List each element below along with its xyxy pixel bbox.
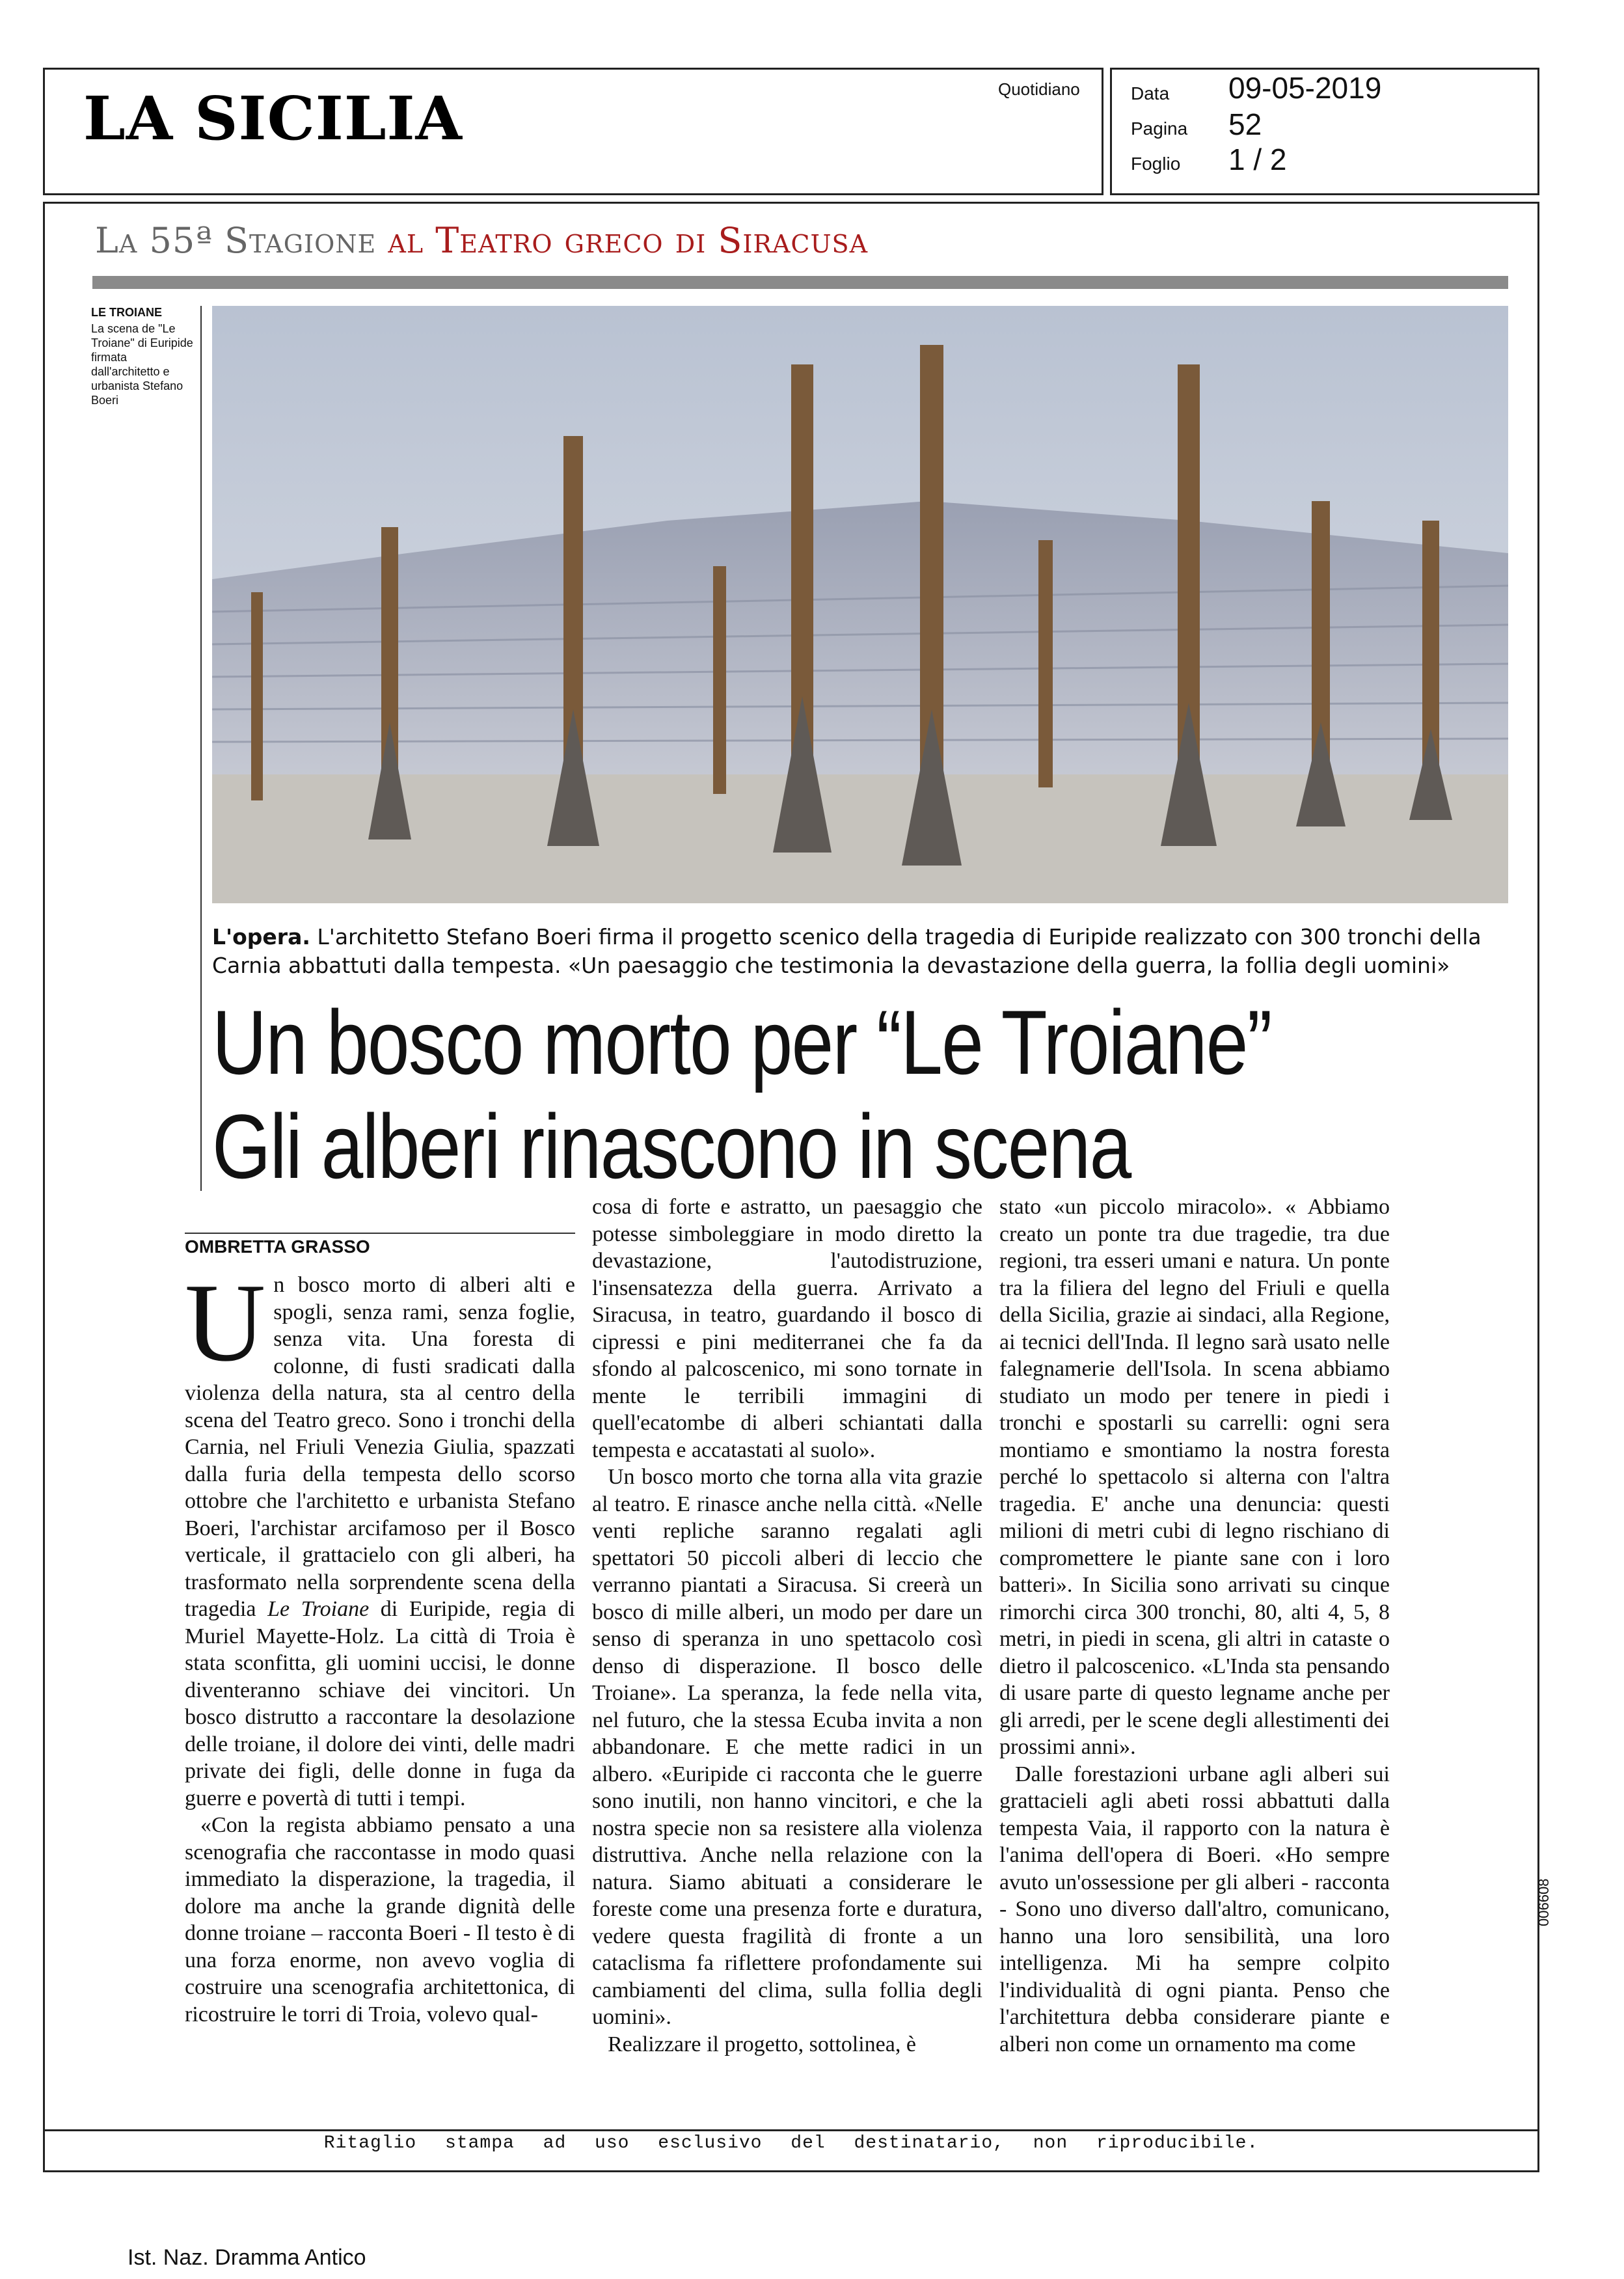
data-label: Data [1131,83,1170,103]
byline-rule [185,1233,575,1234]
side-caption-label: LE TROIANE [91,306,163,319]
article-column-1 [185,1261,575,2028]
stage-photo-illustration [212,306,1508,903]
column-2-paragraph-1: cosa di forte e astratto, un paesaggio che potesse simboleggiare in modo diretto la devastazione, l'autodistruzione, l'insensatezza della guerra. Arrivato a Siracusa, in teatro, guardando il bosco di cipressi e pini mediterranei che fa da sfondo al palcoscenico, mi sono tornate in mente le terribili immagini di quell'ecatombe di alberi schiantati dalla tempesta e accatastati al suolo». [592,1195,982,1462]
footer-rule [43,2129,1539,2131]
play-title: Le Troiane [267,1597,370,1621]
foglio-value: 1 / 2 [1228,143,1287,176]
drop-cap: U [185,1261,266,1385]
section-title-part-a: La 55ª Stagione [95,220,388,261]
column-1-paragraph-1: Un bosco morto di alberi alti e spogli, senza rami, senza foglie, senza vita. Una foresta di colonne, di fusti sradicati dalla violenza della natura, sta al centro della scena del Teatro greco. Sono i tronchi della Carnia, nel Friuli Venezia Giulia, spazzati dalla furia della tempesta dello scorso ottobre che l'architetto e urbanista Stefano Boeri, l'archistar arcifamoso per il Bosco verticale, il grattacielo con gli alberi, ha trasformato nella sorprendente scena della tragedia Le Troiane di Euripide, regia di Muriel Mayette-Holz. La città di Troia è stata sconfitta, gli uomini uccisi, le donne diventeranno schiave dei vincitori. Un bosco distrutto a raccontare la desolazione delle troiane, il dolore dei vinti, delle madri private dei figli, delle donne in fuga da guerre e povertà di tutti i tempi. [185,1261,575,1810]
side-caption-text: La scena de "Le Troiane" di Euripide firmata dall'architetto e urbanista Stefano Boeri [91,322,193,407]
article-column-2 [592,1194,982,2058]
quotidiano-label: Quotidiano [998,79,1080,99]
data-value: 09-05-2019 [1228,71,1382,105]
section-title [95,220,868,261]
photo-caption [212,923,1508,980]
source-note: Ist. Naz. Dramma Antico [128,2245,366,2270]
section-bar [92,276,1508,289]
column-3-paragraph-2: Dalle forestazioni urbane agli alberi sui grattacieli agli abeti rossi abbattuti dalla tempesta Vaia, il rapporto con la natura è l'anima dell'opera di Boeri. «Ho sempre avuto un'ossessione per gli alberi - racconta - Sono uno diverso dall'altro, comunicano, hanno una loro sensibilità, una loro intelligenza. Mi ha sempre colpito l'individualità di ogni pianta. Penso che l'architettura debba considerare piante e alberi non come un ornamento ma come [999,1762,1390,2056]
side-caption-rule [200,306,202,1191]
headline [212,990,1292,1199]
column-2-paragraph-3: Realizzare il progetto, sottolinea, è [608,2032,916,2056]
side-code: 006608 [1536,1878,1552,1926]
column-3-paragraph-1: stato «un piccolo miracolo». « Abbiamo creato un ponte tra due tragedie, tra due regioni, tra esseri umani e natura. Un ponte tra la filiera del legno del Friuli e quella della Sicilia, grazie ai sindaci, alla Regione, ai tecnici dell'Inda. Il legno sarà usato nelle falegnamerie dell'Isola. In scena abbiamo studiato un modo per tenere in piedi i tronchi e spostarli su carrelli: ogni sera montiamo e smontiamo la nostra foresta perché lo spettacolo si alterna con l'altra tragedia. E' anche una denuncia: questi milioni di metri cubi di legno rischiano di compromettere le piante sane con i loro batteri». In Sicilia sono arrivati su cinque rimorchi circa 300 tronchi, 80, alti 4, 5, 8 metri, in piedi in scena, gli altri in cataste o dietro il palcoscenico. «L'Inda sta pensando di usare parte di questo legname anche per gli arredi, per le scene degli allestimenti dei prossimi anni». [999,1195,1390,1759]
headline-line-2: Gli alberi rinascono in scena [212,1095,1131,1197]
photo-caption-text: L'architetto Stefano Boeri firma il progetto scenico della tragedia di Euripide realizzato con 300 tronchi della Carnia abbattuti dalla tempesta. «Un paesaggio che testimonia la devastazione della guerra, la follia degli uomini» [212,924,1482,978]
section-title-part-c: Teatro greco di Siracusa [435,220,869,261]
section-title-part-b: al [388,220,436,261]
byline: OMBRETTA GRASSO [185,1236,370,1257]
article-column-3 [999,1194,1390,2058]
column-1-paragraph-2: «Con la regista abbiamo pensato a una scenografia che raccontasse in modo quasi immediato la disperazione, la tragedia, il dolore ma anche la grande dignità delle donne troiane – racconta Boeri - Il testo è di una forza enorme, non avevo voglia di costruire una scenografia architettonica, di ricostruire le torri di Troia, volevo qual- [185,1813,575,2027]
photo-caption-lead: L'opera. [212,924,310,949]
pagina-label: Pagina [1131,118,1188,139]
column-2-paragraph-2: Un bosco morto che torna alla vita grazie al teatro. E rinasce anche nella città. «Nelle venti repliche saranno regalati agli spettatori 50 piccoli alberi di leccio che verranno piantati a Siracusa. Si creerà un bosco di mille alberi, un modo per dare un senso di speranza in uno spettacolo così denso di disperazione. Il bosco delle Troiane». La speranza, la fede nella vita, nel futuro, che la stessa Ecuba invita a non abbandonare. E che mette radici in un albero. «Euripide ci racconta che le guerre sono inutili, non hanno vincitori, e che la nostra specie non sa resistere alla violenza distruttiva. Anche nella relazione con la natura. Siamo abituati a considerare le foreste come una presenza forte e duratura, vedere questa fragilità di fronte a un cataclisma fa riflettere profondamente sui cambiamenti del clima, sulla follia degli uomini». [592,1465,982,2029]
headline-line-1: Un bosco morto per “Le Troiane” [212,991,1271,1093]
foglio-label: Foglio [1131,154,1181,174]
stage-photo [212,306,1508,903]
footer-disclaimer: Ritaglio stampa ad uso esclusivo del destinatario, non riproducibile. [323,2133,1259,2153]
masthead: LA SICILIA [83,83,463,154]
pagina-value: 52 [1228,107,1262,141]
